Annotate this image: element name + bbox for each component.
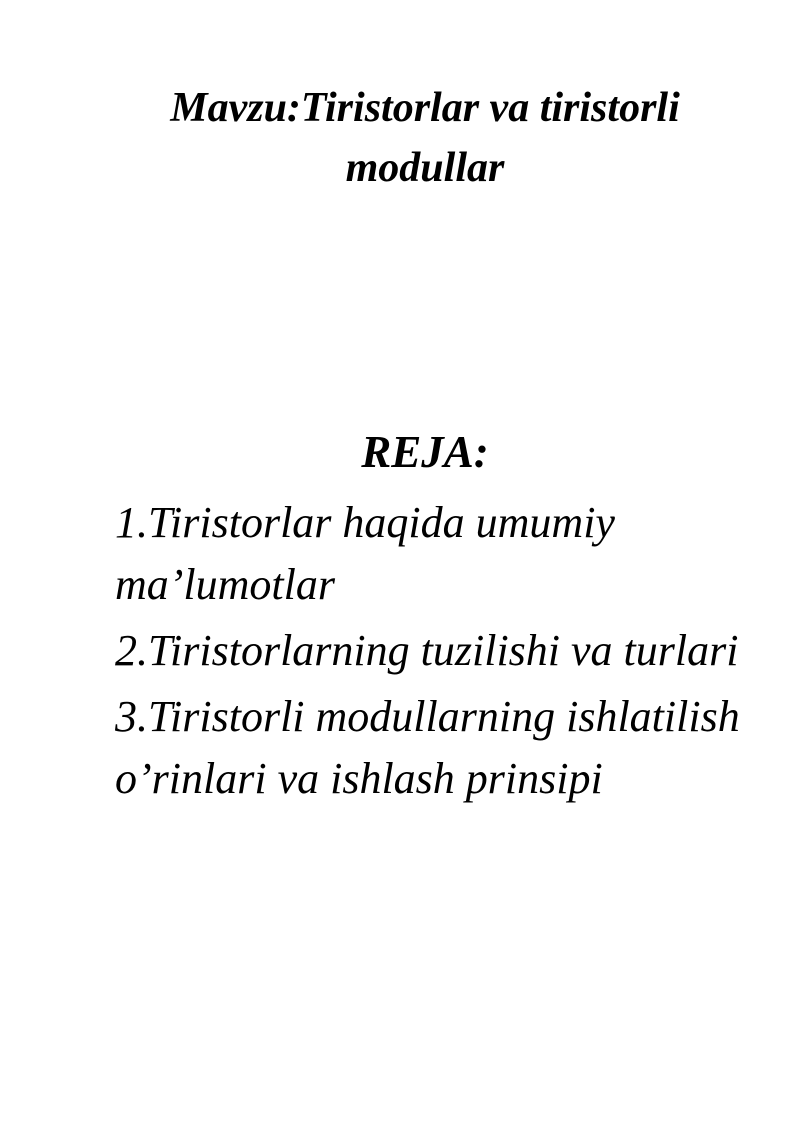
topic-title: Mavzu:Tiristorlar va tiristorli modullar — [170, 85, 680, 191]
plan-item-3: 3.Tiristorli modullarning ishlatilish o’rinlari va ishlash prinsipi — [115, 692, 740, 803]
plan-item-2: 2.Tiristorlarning tuzilishi va turlari — [115, 626, 739, 675]
plan-item-1: 1.Tiristorlar haqida umumiy ma’lumotlar — [115, 498, 615, 609]
plan-heading: REJA: — [361, 427, 489, 477]
plan-list — [115, 492, 755, 814]
